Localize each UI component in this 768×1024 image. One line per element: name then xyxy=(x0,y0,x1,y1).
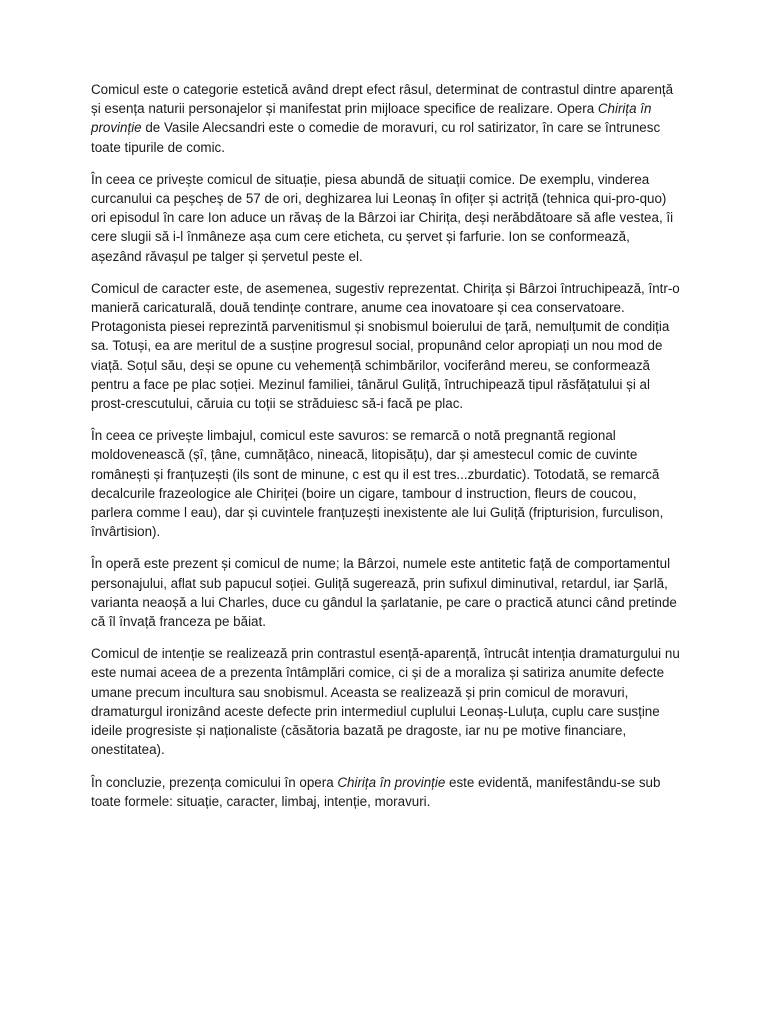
document-page xyxy=(91,80,681,824)
character-text: Comicul de caracter este, de asemenea, sugestiv reprezentat. Chirița și Bârzoi întruchipează, într-o manieră caricaturală, două tendințe contrare, anume cea inovatoare și cea conservatoare. Protagonista piesei reprezintă parvenitismul și snobismul boierului de țară, nemulțumit de condiția sa. Totuși, ea are meritul de a susține progresul social, propunând celor apropiați un nou mod de viață. Soțul său, deși se opune cu vehemență schimbărilor, vociferând mereu, se conformează pentru a face pe plac soției. Mezinul familiei, tânărul Guliță, întruchipează tipul răsfățatului și al prost-crescutului, căruia cu toții se străduiesc să-i facă pe plac. xyxy=(91,280,680,412)
paragraph-name-comedy xyxy=(91,554,681,631)
name-text: În operă este prezent și comicul de nume; la Bârzoi, numele este antitetic față de comportamentul personajului, aflat sub papucul soției. Guliță sugerează, prin sufixul diminutival, retardul, iar Șarlă, varianta neaoșă a lui Charles, duce cu gândul la șarlatanie, pe care o practică atunci când pretinde că îl învață franceza pe băiat. xyxy=(91,556,677,630)
conclusion-text-1: În concluzie, prezența comicului în opera xyxy=(91,774,338,790)
paragraph-intro xyxy=(91,80,681,157)
intro-text-1: Comicul este o categorie estetică având drept efect râsul, determinat de contrastul dintre aparență și esența naturii personajelor și manifestat prin mijloace specifice de realizare. Opera xyxy=(91,82,674,117)
conclusion-text-2: este evidentă, manifestându-se sub toate formele: situație, caracter, limbaj, intenție, moravuri. xyxy=(91,774,661,809)
situation-text: În ceea ce privește comicul de situație, piesa abundă de situații comice. De exemplu, vinderea curcanului ca peșcheș de 57 de ori, deghizarea lui Leonaș în ofițer și actriță (tehnica qui-pro-quo) ori episodul în care Ion aduce un răvaș de la Bârzoi iar Chirița, deși nerăbdătoare să afle vestea, îi cere slugii să i-l înmâneze așa cum cere eticheta, cu șervet și farfurie. Ion se conformează, așezând răvașul pe talger și șervetul peste el. xyxy=(91,171,674,264)
paragraph-situation-comedy xyxy=(91,170,681,266)
paragraph-character-comedy xyxy=(91,279,681,413)
language-text: În ceea ce privește limbajul, comicul este savuros: se remarcă o notă pregnantă regional moldovenească (șî, țâne, cumnățâco, nineacă, litopisățu), dar și amestecul comic de cuvinte românești și franțuzești (ils sont de minune, c est qu il est tres...zburdatic). Totodată, se remarcă decalcurile frazeologice ale Chiriței (boire un cigare, tambour d instruction, fleurs de coucou, parlera comme l eau), dar și cuvintele franțuzești inexistente ale lui Guliță (fripturision, furculison, învârtision). xyxy=(91,428,664,540)
paragraph-language-comedy xyxy=(91,426,681,541)
work-title: Chirița în provinție xyxy=(337,774,446,790)
paragraph-conclusion xyxy=(91,773,681,811)
intention-text: Comicul de intenție se realizează prin contrastul esență-aparență, întrucât intenția dramaturgului nu este numai aceea de a prezenta întâmplări comice, ci și de a moraliza și satiriza anumite defecte umane precum incultura sau snobismul. Aceasta se realizează și prin comicul de moravuri, dramaturgul ironizând aceste defecte prin intermediul cuplului Leonaș-Luluța, cuplu care susține ideile progresiste și naționaliste (căsătoria bazată pe dragoste, iar nu pe motive financiare, onestitatea). xyxy=(91,646,680,758)
work-title: Chirița în provinție xyxy=(91,101,652,136)
paragraph-intention-comedy xyxy=(91,644,681,759)
intro-text-2: de Vasile Alecsandri este o comedie de moravuri, cu rol satirizator, în care se întrunesc toate tipurile de comic. xyxy=(91,120,661,155)
